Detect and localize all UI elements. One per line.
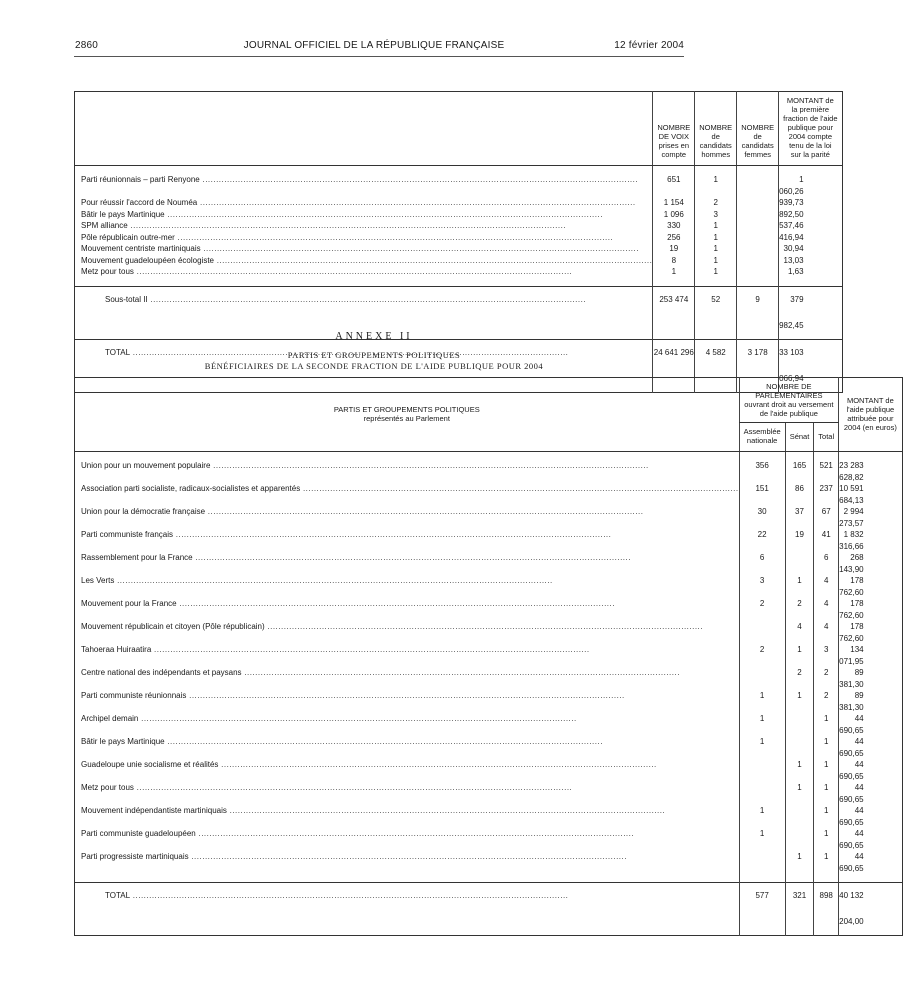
party-name bbox=[75, 598, 740, 621]
leader-dots bbox=[214, 256, 652, 265]
amount-value: 178 762,60 bbox=[839, 621, 902, 644]
assembly-value: 1 bbox=[739, 828, 785, 851]
party-name-text: Rassemblement pour la France bbox=[81, 553, 193, 562]
leader-dots bbox=[300, 484, 738, 493]
total-value: 898 bbox=[814, 883, 839, 936]
party-name-text: Mouvement centriste martiniquais bbox=[81, 244, 201, 253]
amount-header: MONTANT de la première fraction de l'aide publique pour 2004 compte tenu de la loi sur la parité bbox=[779, 92, 842, 166]
total-value: 4 bbox=[814, 598, 839, 621]
table-row bbox=[75, 851, 903, 874]
leader-dots bbox=[186, 691, 624, 700]
total-value: 237 bbox=[814, 483, 839, 506]
senate-value bbox=[785, 828, 814, 851]
leader-dots bbox=[134, 783, 572, 792]
table-row bbox=[75, 506, 903, 529]
table-row bbox=[75, 197, 843, 209]
party-name-text: Parti communiste français bbox=[81, 530, 174, 539]
issue-date: 12 février 2004 bbox=[614, 40, 684, 51]
leader-dots bbox=[201, 244, 639, 253]
amount-value: 44 690,65 bbox=[839, 805, 902, 828]
table-row bbox=[75, 243, 843, 255]
amount-value: 44 690,65 bbox=[839, 782, 902, 805]
annexe-title: ANNEXE II bbox=[335, 331, 413, 342]
senate-value: 1 bbox=[785, 782, 814, 805]
table-row bbox=[75, 220, 843, 232]
assembly-value: 2 bbox=[739, 644, 785, 667]
votes-value: 8 bbox=[653, 255, 695, 267]
table-row bbox=[75, 736, 903, 759]
party-name-text: Guadeloupe unie socialisme et réalités bbox=[81, 760, 219, 769]
leader-dots bbox=[265, 622, 703, 631]
table-row bbox=[75, 644, 903, 667]
leader-dots bbox=[242, 668, 680, 677]
leader-dots bbox=[193, 553, 631, 562]
men-value: 1 bbox=[695, 266, 737, 278]
senate-value bbox=[785, 805, 814, 828]
header-rule bbox=[74, 56, 684, 57]
assembly-value bbox=[739, 621, 785, 644]
senate-value: 1 bbox=[785, 575, 814, 598]
senate-value: 4 bbox=[785, 621, 814, 644]
table-row bbox=[75, 552, 903, 575]
senate-header: Sénat bbox=[785, 423, 814, 452]
party-name-text: Bâtir le pays Martinique bbox=[81, 737, 165, 746]
leader-dots bbox=[130, 891, 568, 900]
senate-value: 2 bbox=[785, 598, 814, 621]
senate-value: 1 bbox=[785, 851, 814, 874]
amount-value: 892,50 bbox=[779, 209, 842, 221]
table-row bbox=[75, 690, 903, 713]
senate-value bbox=[785, 552, 814, 575]
party-name-text: Parti communiste guadeloupéen bbox=[81, 829, 196, 838]
leader-dots bbox=[218, 760, 656, 769]
leader-dots bbox=[175, 233, 613, 242]
assembly-value: 30 bbox=[739, 506, 785, 529]
total-value: 2 bbox=[814, 690, 839, 713]
table-row bbox=[75, 713, 903, 736]
amount-value: 10 591 684,13 bbox=[839, 483, 902, 506]
assembly-value: 577 bbox=[739, 883, 785, 936]
senate-value: 1 bbox=[785, 644, 814, 667]
women-value bbox=[737, 174, 779, 197]
assembly-value: 1 bbox=[739, 713, 785, 736]
party-name bbox=[75, 232, 653, 244]
parliamentarians-header bbox=[739, 378, 839, 423]
party-name bbox=[75, 460, 740, 483]
party-name bbox=[75, 529, 740, 552]
total-value: 4 bbox=[814, 575, 839, 598]
party-name-text: Parti réunionnais – parti Renyone bbox=[81, 175, 200, 184]
leader-dots bbox=[196, 829, 634, 838]
votes-value: 1 bbox=[653, 266, 695, 278]
second-fraction-rows bbox=[75, 452, 903, 936]
party-name bbox=[75, 174, 653, 197]
party-name-text: TOTAL bbox=[105, 347, 131, 357]
total-value: 3 bbox=[814, 644, 839, 667]
senate-value: 1 bbox=[785, 759, 814, 782]
senate-value: 2 bbox=[785, 667, 814, 690]
leader-dots bbox=[114, 576, 552, 585]
votes-header: NOMBRE DE VOIX prises en compte bbox=[653, 92, 695, 166]
amount-value: 1 832 316,66 bbox=[839, 529, 902, 552]
amount-value: 44 690,65 bbox=[839, 713, 902, 736]
party-name-text: Archipel demain bbox=[81, 714, 139, 723]
assembly-value: 22 bbox=[739, 529, 785, 552]
total-value: 1 bbox=[814, 782, 839, 805]
party-name bbox=[75, 266, 653, 278]
men-value: 52 bbox=[695, 286, 737, 339]
assembly-value: 1 bbox=[739, 690, 785, 713]
party-name bbox=[75, 690, 740, 713]
party-name-text: Mouvement indépendantiste martiniquais bbox=[81, 806, 227, 815]
amount-value: 1,63 bbox=[779, 266, 842, 278]
amount-value: 379 982,45 bbox=[779, 286, 842, 339]
total-value: 1 bbox=[814, 736, 839, 759]
votes-value: 1 154 bbox=[653, 197, 695, 209]
total-value: 1 bbox=[814, 713, 839, 736]
amount-value: 1 060,26 bbox=[779, 174, 842, 197]
women-value bbox=[737, 255, 779, 267]
party-name bbox=[75, 759, 740, 782]
table-row bbox=[75, 209, 843, 221]
parliamentarians-header-line1: NOMBRE DE PARLEMENTAIRES bbox=[755, 382, 823, 400]
amount-value: 33 103 066,94 bbox=[779, 339, 842, 392]
women-header: NOMBRE de candidats femmes bbox=[737, 92, 779, 166]
votes-value: 253 474 bbox=[653, 286, 695, 339]
table-row bbox=[75, 782, 903, 805]
party-name bbox=[75, 575, 740, 598]
party-name-text: Metz pour tous bbox=[81, 267, 134, 276]
party-name-text: Metz pour tous bbox=[81, 783, 134, 792]
party-name bbox=[75, 243, 653, 255]
men-value: 1 bbox=[695, 232, 737, 244]
parliamentarians-header-line2: ouvrant droit au versement de l'aide publique bbox=[744, 400, 834, 418]
party-name-text: SPM alliance bbox=[81, 221, 128, 230]
men-header: NOMBRE de candidats hommes bbox=[695, 92, 737, 166]
party-name bbox=[75, 667, 740, 690]
party-name bbox=[75, 713, 740, 736]
men-value: 4 582 bbox=[695, 339, 737, 392]
amount-value: 2 994 273,57 bbox=[839, 506, 902, 529]
table-row bbox=[75, 759, 903, 782]
amount-value: 537,46 bbox=[779, 220, 842, 232]
party-name bbox=[75, 644, 740, 667]
amount-header: MONTANT de l'aide publique attribuée pour 2004 (en euros) bbox=[839, 378, 902, 452]
men-value: 1 bbox=[695, 243, 737, 255]
total-header: Total bbox=[814, 423, 839, 452]
votes-value: 256 bbox=[653, 232, 695, 244]
party-name bbox=[75, 197, 653, 209]
leader-dots bbox=[165, 210, 603, 219]
women-value bbox=[737, 220, 779, 232]
total-value: 1 bbox=[814, 851, 839, 874]
women-value bbox=[737, 266, 779, 278]
table-row bbox=[75, 529, 903, 552]
assembly-value: 2 bbox=[739, 598, 785, 621]
total-value: 1 bbox=[814, 759, 839, 782]
leader-dots bbox=[173, 530, 611, 539]
annexe-subtitle-1: PARTIS ET GROUPEMENTS POLITIQUES bbox=[287, 350, 461, 360]
party-name bbox=[75, 828, 740, 851]
party-name-text: Centre national des indépendants et paysans bbox=[81, 668, 242, 677]
amount-value: 23 283 628,82 bbox=[839, 460, 902, 483]
amount-value: 13,03 bbox=[779, 255, 842, 267]
second-fraction-table bbox=[74, 377, 903, 936]
leader-dots bbox=[200, 175, 638, 184]
leader-dots bbox=[165, 737, 603, 746]
table-row bbox=[75, 805, 903, 828]
votes-value: 19 bbox=[653, 243, 695, 255]
votes-value: 330 bbox=[653, 220, 695, 232]
senate-value bbox=[785, 736, 814, 759]
total-value: 67 bbox=[814, 506, 839, 529]
leader-dots bbox=[138, 714, 576, 723]
table-row bbox=[75, 255, 843, 267]
table-row bbox=[75, 460, 903, 483]
table-row bbox=[75, 266, 843, 278]
party-header bbox=[75, 378, 740, 452]
party-name bbox=[75, 782, 740, 805]
party-name-text: Parti communiste réunionnais bbox=[81, 691, 187, 700]
amount-value: 44 690,65 bbox=[839, 851, 902, 874]
party-header-line2: représentés au Parlement bbox=[363, 413, 450, 423]
assembly-value: 1 bbox=[739, 805, 785, 828]
party-name-text: Tahoeraa Huiraatira bbox=[81, 645, 152, 654]
journal-title: JOURNAL OFFICIEL DE LA RÉPUBLIQUE FRANÇAISE bbox=[243, 40, 505, 51]
party-name bbox=[75, 220, 653, 232]
senate-value bbox=[785, 713, 814, 736]
assembly-value bbox=[739, 759, 785, 782]
women-value bbox=[737, 209, 779, 221]
party-name-text: TOTAL bbox=[105, 891, 131, 900]
votes-value: 1 096 bbox=[653, 209, 695, 221]
table-row bbox=[75, 575, 903, 598]
party-name-text: Pôle républicain outre-mer bbox=[81, 232, 175, 242]
party-name-text: Mouvement républicain et citoyen (Pôle républicain) bbox=[81, 622, 265, 631]
votes-value: 651 bbox=[653, 174, 695, 197]
men-value: 3 bbox=[695, 209, 737, 221]
women-value bbox=[737, 232, 779, 244]
assembly-value bbox=[739, 782, 785, 805]
leader-dots bbox=[128, 221, 566, 230]
leader-dots bbox=[197, 198, 635, 207]
party-name-text: Association parti socialiste, radicaux-socialistes et apparentés bbox=[81, 484, 301, 493]
leader-dots bbox=[210, 461, 648, 470]
party-name bbox=[75, 552, 740, 575]
annexe-subtitle-2: BÉNÉFICIAIRES DE LA SECONDE FRACTION DE L'AIDE PUBLIQUE POUR 2004 bbox=[204, 361, 544, 371]
amount-value: 134 071,95 bbox=[839, 644, 902, 667]
total-value: 4 bbox=[814, 621, 839, 644]
total-value: 1 bbox=[814, 828, 839, 851]
amount-value: 178 762,60 bbox=[839, 575, 902, 598]
amount-value: 268 143,90 bbox=[839, 552, 902, 575]
leader-dots bbox=[227, 806, 665, 815]
amount-value: 178 762,60 bbox=[839, 598, 902, 621]
senate-value: 37 bbox=[785, 506, 814, 529]
table-row bbox=[75, 174, 843, 197]
amount-value: 416,94 bbox=[779, 232, 842, 244]
party-name bbox=[75, 736, 740, 759]
women-value: 9 bbox=[737, 286, 779, 339]
party-name-text: Parti progressiste martiniquais bbox=[81, 852, 189, 861]
total-row bbox=[75, 883, 903, 936]
page-number: 2860 bbox=[75, 40, 99, 51]
table-row bbox=[75, 621, 903, 644]
leader-dots bbox=[151, 645, 589, 654]
assembly-value: 3 bbox=[739, 575, 785, 598]
men-value: 1 bbox=[695, 174, 737, 197]
women-value bbox=[737, 243, 779, 255]
total-value: 6 bbox=[814, 552, 839, 575]
women-value: 3 178 bbox=[737, 339, 779, 392]
assembly-value: 6 bbox=[739, 552, 785, 575]
table-row bbox=[75, 483, 903, 506]
party-header-line1: PARTIS ET GROUPEMENTS POLITIQUES bbox=[333, 404, 480, 414]
amount-value: 44 690,65 bbox=[839, 759, 902, 782]
amount-value: 40 132 204,00 bbox=[839, 883, 902, 936]
total-value: 1 bbox=[814, 805, 839, 828]
leader-dots bbox=[148, 295, 586, 304]
amount-value: 30,94 bbox=[779, 243, 842, 255]
women-value bbox=[737, 197, 779, 209]
party-name bbox=[75, 851, 740, 874]
assembly-value bbox=[739, 851, 785, 874]
leader-dots bbox=[177, 599, 615, 608]
men-value: 1 bbox=[695, 255, 737, 267]
party-name bbox=[75, 621, 740, 644]
total-value: 521 bbox=[814, 460, 839, 483]
party-name bbox=[75, 883, 740, 936]
party-header-empty bbox=[75, 92, 653, 166]
party-name-text: Bâtir le pays Martinique bbox=[81, 209, 165, 219]
table-row bbox=[75, 667, 903, 690]
assembly-value: 151 bbox=[739, 483, 785, 506]
party-name-text: Pour réussir l'accord de Nouméa bbox=[81, 198, 198, 207]
assembly-value: 356 bbox=[739, 460, 785, 483]
senate-value: 19 bbox=[785, 529, 814, 552]
table-row bbox=[75, 828, 903, 851]
party-name-text: Mouvement guadeloupéen écologiste bbox=[81, 255, 214, 265]
amount-value: 939,73 bbox=[779, 197, 842, 209]
senate-value: 1 bbox=[785, 690, 814, 713]
senate-value: 165 bbox=[785, 460, 814, 483]
leader-dots bbox=[205, 507, 643, 516]
leader-dots bbox=[189, 852, 627, 861]
first-fraction-table bbox=[74, 91, 843, 393]
party-name bbox=[75, 506, 740, 529]
senate-value: 86 bbox=[785, 483, 814, 506]
men-value: 1 bbox=[695, 220, 737, 232]
senate-value: 321 bbox=[785, 883, 814, 936]
amount-value: 44 690,65 bbox=[839, 828, 902, 851]
party-name bbox=[75, 483, 740, 506]
amount-value: 44 690,65 bbox=[839, 736, 902, 759]
party-name-text: Sous-total II bbox=[105, 294, 148, 304]
table-row bbox=[75, 598, 903, 621]
votes-value: 24 641 296 bbox=[653, 339, 695, 392]
men-value: 2 bbox=[695, 197, 737, 209]
assembly-value: 1 bbox=[739, 736, 785, 759]
total-value: 2 bbox=[814, 667, 839, 690]
party-name-text: Les Verts bbox=[81, 576, 115, 585]
party-name-text: Mouvement pour la France bbox=[81, 599, 177, 608]
party-name bbox=[75, 209, 653, 221]
party-name-text: Union pour la démocratie française bbox=[81, 507, 206, 516]
assembly-header: Assemblée nationale bbox=[739, 423, 785, 452]
assembly-value bbox=[739, 667, 785, 690]
party-name-text: Union pour un mouvement populaire bbox=[81, 461, 211, 470]
amount-value: 89 381,30 bbox=[839, 690, 902, 713]
total-value: 41 bbox=[814, 529, 839, 552]
amount-value: 89 381,30 bbox=[839, 667, 902, 690]
party-name bbox=[75, 255, 653, 267]
table-row bbox=[75, 232, 843, 244]
party-name bbox=[75, 805, 740, 828]
leader-dots bbox=[134, 267, 572, 276]
